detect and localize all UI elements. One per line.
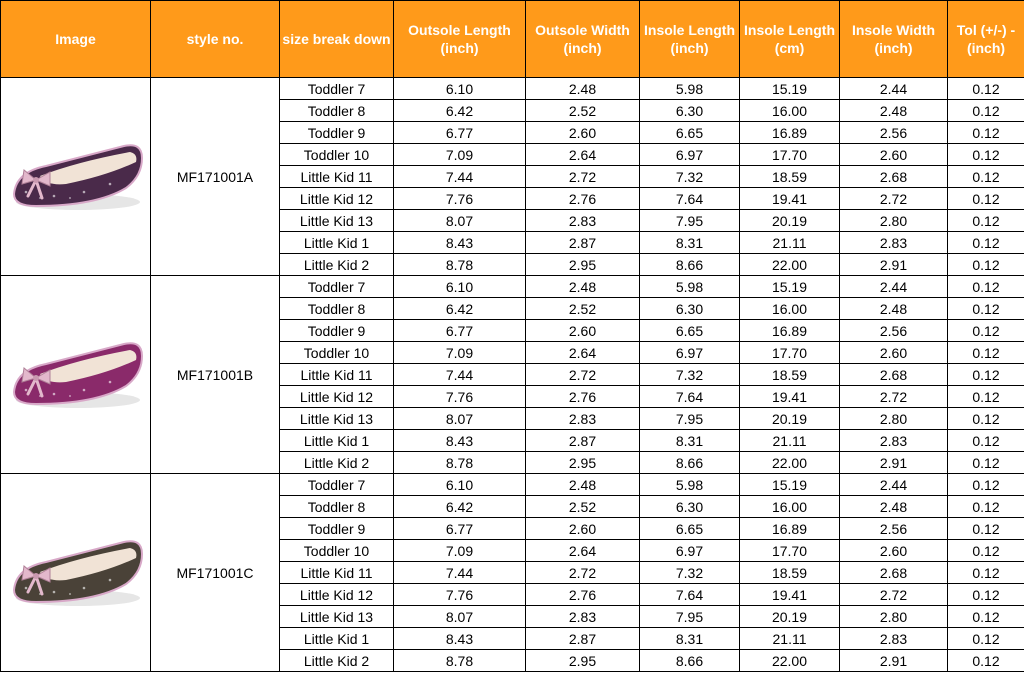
outsole-length-inch-cell: 6.42 [394,298,526,320]
insole-length-cm-cell: 18.59 [740,562,840,584]
ballet-flat-shoe-image [1,528,150,618]
insole-length-cm-cell: 16.00 [740,100,840,122]
outsole-width-inch-cell: 2.95 [526,452,640,474]
table-row [1,474,1024,496]
outsole-length-inch-cell: 6.42 [394,496,526,518]
size-cell: Toddler 9 [280,122,394,144]
insole-length-cm-cell: 21.11 [740,232,840,254]
insole-width-inch-cell: 2.48 [840,298,948,320]
size-cell: Toddler 7 [280,474,394,496]
insole-width-inch-cell: 2.83 [840,628,948,650]
outsole-width-inch-cell: 2.95 [526,650,640,672]
outsole-length-inch-cell: 8.43 [394,628,526,650]
outsole-length-inch-cell: 8.78 [394,254,526,276]
outsole-width-inch-cell: 2.60 [526,518,640,540]
outsole-width-inch-cell: 2.83 [526,606,640,628]
outsole-width-inch-cell: 2.76 [526,386,640,408]
outsole-length-inch-cell: 6.77 [394,518,526,540]
tolerance-cell: 0.12 [948,408,1024,430]
insole-width-inch-cell: 2.56 [840,518,948,540]
outsole-width-inch-cell: 2.95 [526,254,640,276]
size-cell: Little Kid 13 [280,408,394,430]
tolerance-cell: 0.12 [948,606,1024,628]
tolerance-cell: 0.12 [948,584,1024,606]
outsole-length-inch-cell: 7.44 [394,364,526,386]
insole-length-inch-cell: 6.65 [640,320,740,342]
outsole-length-inch-cell: 8.43 [394,430,526,452]
outsole-width-inch-cell: 2.60 [526,320,640,342]
insole-length-cm-cell: 15.19 [740,78,840,100]
size-cell: Little Kid 12 [280,584,394,606]
outsole-length-inch-cell: 7.09 [394,144,526,166]
insole-width-inch-cell: 2.80 [840,606,948,628]
tolerance-cell: 0.12 [948,254,1024,276]
tolerance-cell: 0.12 [948,518,1024,540]
tolerance-cell: 0.12 [948,232,1024,254]
tolerance-cell: 0.12 [948,452,1024,474]
outsole-width-inch-cell: 2.83 [526,408,640,430]
insole-width-inch-cell: 2.60 [840,342,948,364]
size-cell: Toddler 10 [280,540,394,562]
insole-length-cm-cell: 15.19 [740,474,840,496]
size-cell: Little Kid 13 [280,606,394,628]
table-row [1,78,1024,100]
outsole-width-inch-cell: 2.64 [526,342,640,364]
outsole-width-inch-cell: 2.76 [526,584,640,606]
product-image-cell [1,276,151,474]
outsole-width-inch-cell: 2.72 [526,364,640,386]
size-cell: Little Kid 1 [280,430,394,452]
tolerance-cell: 0.12 [948,386,1024,408]
outsole-length-inch-cell: 7.44 [394,166,526,188]
size-cell: Toddler 7 [280,276,394,298]
insole-length-cm-cell: 19.41 [740,188,840,210]
tolerance-cell: 0.12 [948,298,1024,320]
header-style-no: style no. [151,1,280,78]
tolerance-cell: 0.12 [948,166,1024,188]
outsole-width-inch-cell: 2.72 [526,562,640,584]
insole-width-inch-cell: 2.83 [840,232,948,254]
insole-length-cm-cell: 18.59 [740,364,840,386]
outsole-length-inch-cell: 7.76 [394,188,526,210]
outsole-length-inch-cell: 7.76 [394,584,526,606]
header-outsole-width-inch: Outsole Width (inch) [526,1,640,78]
tolerance-cell: 0.12 [948,364,1024,386]
outsole-width-inch-cell: 2.76 [526,188,640,210]
insole-length-inch-cell: 7.95 [640,210,740,232]
tolerance-cell: 0.12 [948,430,1024,452]
insole-length-inch-cell: 5.98 [640,276,740,298]
table-row [1,276,1024,298]
tolerance-cell: 0.12 [948,78,1024,100]
insole-length-inch-cell: 8.31 [640,628,740,650]
outsole-width-inch-cell: 2.83 [526,210,640,232]
insole-length-cm-cell: 16.89 [740,518,840,540]
insole-width-inch-cell: 2.44 [840,276,948,298]
tolerance-cell: 0.12 [948,496,1024,518]
insole-length-cm-cell: 16.89 [740,122,840,144]
insole-length-inch-cell: 6.65 [640,122,740,144]
size-cell: Little Kid 1 [280,232,394,254]
insole-length-inch-cell: 7.64 [640,386,740,408]
outsole-width-inch-cell: 2.60 [526,122,640,144]
outsole-width-inch-cell: 2.48 [526,474,640,496]
product-image-cell [1,474,151,672]
tolerance-cell: 0.12 [948,210,1024,232]
insole-length-inch-cell: 8.66 [640,650,740,672]
insole-length-cm-cell: 16.89 [740,320,840,342]
insole-length-cm-cell: 17.70 [740,540,840,562]
insole-length-inch-cell: 7.64 [640,188,740,210]
outsole-length-inch-cell: 7.09 [394,342,526,364]
insole-width-inch-cell: 2.72 [840,188,948,210]
tolerance-cell: 0.12 [948,100,1024,122]
size-cell: Little Kid 2 [280,452,394,474]
outsole-width-inch-cell: 2.64 [526,144,640,166]
insole-length-inch-cell: 7.32 [640,166,740,188]
insole-width-inch-cell: 2.60 [840,144,948,166]
size-cell: Little Kid 12 [280,188,394,210]
insole-length-cm-cell: 16.00 [740,496,840,518]
outsole-width-inch-cell: 2.72 [526,166,640,188]
insole-width-inch-cell: 2.80 [840,408,948,430]
size-cell: Toddler 10 [280,342,394,364]
insole-length-cm-cell: 22.00 [740,254,840,276]
size-cell: Toddler 9 [280,518,394,540]
insole-length-cm-cell: 17.70 [740,144,840,166]
outsole-length-inch-cell: 8.07 [394,210,526,232]
insole-width-inch-cell: 2.68 [840,166,948,188]
insole-length-cm-cell: 20.19 [740,210,840,232]
size-cell: Little Kid 2 [280,254,394,276]
insole-length-cm-cell: 22.00 [740,650,840,672]
outsole-length-inch-cell: 6.77 [394,122,526,144]
style-number-cell: MF171001C [151,474,280,672]
outsole-width-inch-cell: 2.52 [526,100,640,122]
insole-length-cm-cell: 20.19 [740,408,840,430]
insole-width-inch-cell: 2.91 [840,650,948,672]
insole-width-inch-cell: 2.48 [840,100,948,122]
insole-length-inch-cell: 6.97 [640,144,740,166]
outsole-width-inch-cell: 2.87 [526,628,640,650]
outsole-length-inch-cell: 6.10 [394,474,526,496]
insole-length-inch-cell: 8.31 [640,430,740,452]
tolerance-cell: 0.12 [948,320,1024,342]
outsole-length-inch-cell: 8.43 [394,232,526,254]
style-number-cell: MF171001A [151,78,280,276]
outsole-width-inch-cell: 2.64 [526,540,640,562]
insole-length-cm-cell: 19.41 [740,584,840,606]
insole-length-inch-cell: 5.98 [640,474,740,496]
insole-length-inch-cell: 6.30 [640,298,740,320]
ballet-flat-shoe-image [1,330,150,420]
insole-width-inch-cell: 2.56 [840,320,948,342]
insole-length-inch-cell: 7.95 [640,408,740,430]
size-cell: Little Kid 11 [280,166,394,188]
size-cell: Toddler 7 [280,78,394,100]
insole-length-cm-cell: 21.11 [740,628,840,650]
insole-length-cm-cell: 15.19 [740,276,840,298]
header-tolerance-inch: Tol (+/-) - (inch) [948,1,1024,78]
product-image-cell [1,78,151,276]
tolerance-cell: 0.12 [948,628,1024,650]
insole-length-inch-cell: 8.66 [640,452,740,474]
outsole-length-inch-cell: 8.78 [394,650,526,672]
insole-width-inch-cell: 2.44 [840,474,948,496]
insole-length-inch-cell: 6.30 [640,100,740,122]
outsole-length-inch-cell: 8.07 [394,606,526,628]
outsole-width-inch-cell: 2.48 [526,78,640,100]
outsole-width-inch-cell: 2.48 [526,276,640,298]
insole-width-inch-cell: 2.68 [840,562,948,584]
outsole-length-inch-cell: 6.42 [394,100,526,122]
outsole-length-inch-cell: 7.44 [394,562,526,584]
insole-length-cm-cell: 19.41 [740,386,840,408]
insole-width-inch-cell: 2.83 [840,430,948,452]
insole-length-inch-cell: 7.32 [640,562,740,584]
size-cell: Little Kid 13 [280,210,394,232]
insole-length-inch-cell: 6.97 [640,342,740,364]
tolerance-cell: 0.12 [948,188,1024,210]
outsole-width-inch-cell: 2.87 [526,232,640,254]
tolerance-cell: 0.12 [948,276,1024,298]
outsole-length-inch-cell: 8.07 [394,408,526,430]
outsole-length-inch-cell: 6.10 [394,276,526,298]
size-cell: Toddler 9 [280,320,394,342]
tolerance-cell: 0.12 [948,122,1024,144]
size-cell: Toddler 8 [280,100,394,122]
insole-width-inch-cell: 2.56 [840,122,948,144]
tolerance-cell: 0.12 [948,144,1024,166]
tolerance-cell: 0.12 [948,650,1024,672]
tolerance-cell: 0.12 [948,562,1024,584]
outsole-width-inch-cell: 2.52 [526,298,640,320]
size-cell: Little Kid 2 [280,650,394,672]
insole-length-cm-cell: 17.70 [740,342,840,364]
insole-width-inch-cell: 2.60 [840,540,948,562]
tolerance-cell: 0.12 [948,474,1024,496]
insole-width-inch-cell: 2.91 [840,452,948,474]
outsole-length-inch-cell: 7.09 [394,540,526,562]
header-outsole-length-inch: Outsole Length (inch) [394,1,526,78]
insole-width-inch-cell: 2.80 [840,210,948,232]
insole-length-inch-cell: 5.98 [640,78,740,100]
outsole-length-inch-cell: 6.77 [394,320,526,342]
insole-length-inch-cell: 7.32 [640,364,740,386]
size-cell: Toddler 8 [280,496,394,518]
insole-length-cm-cell: 21.11 [740,430,840,452]
insole-length-inch-cell: 7.95 [640,606,740,628]
header-insole-width-inch: Insole Width (inch) [840,1,948,78]
outsole-length-inch-cell: 7.76 [394,386,526,408]
outsole-width-inch-cell: 2.87 [526,430,640,452]
tolerance-cell: 0.12 [948,540,1024,562]
header-image: Image [1,1,151,78]
tolerance-cell: 0.12 [948,342,1024,364]
insole-width-inch-cell: 2.68 [840,364,948,386]
header-insole-length-inch: Insole Length (inch) [640,1,740,78]
outsole-width-inch-cell: 2.52 [526,496,640,518]
insole-length-inch-cell: 6.30 [640,496,740,518]
insole-length-inch-cell: 6.97 [640,540,740,562]
size-cell: Little Kid 1 [280,628,394,650]
style-number-cell: MF171001B [151,276,280,474]
insole-length-cm-cell: 20.19 [740,606,840,628]
insole-width-inch-cell: 2.72 [840,386,948,408]
insole-length-inch-cell: 8.31 [640,232,740,254]
insole-length-cm-cell: 22.00 [740,452,840,474]
size-cell: Little Kid 11 [280,562,394,584]
insole-length-cm-cell: 16.00 [740,298,840,320]
insole-length-cm-cell: 18.59 [740,166,840,188]
size-cell: Toddler 8 [280,298,394,320]
size-cell: Little Kid 12 [280,386,394,408]
insole-length-inch-cell: 8.66 [640,254,740,276]
insole-length-inch-cell: 7.64 [640,584,740,606]
size-cell: Toddler 10 [280,144,394,166]
insole-width-inch-cell: 2.72 [840,584,948,606]
outsole-length-inch-cell: 6.10 [394,78,526,100]
insole-length-inch-cell: 6.65 [640,518,740,540]
outsole-length-inch-cell: 8.78 [394,452,526,474]
header-row [1,1,1024,78]
header-size-break-down: size break down [280,1,394,78]
insole-width-inch-cell: 2.91 [840,254,948,276]
ballet-flat-shoe-image [1,132,150,222]
size-cell: Little Kid 11 [280,364,394,386]
insole-width-inch-cell: 2.48 [840,496,948,518]
insole-width-inch-cell: 2.44 [840,78,948,100]
header-insole-length-cm: Insole Length (cm) [740,1,840,78]
